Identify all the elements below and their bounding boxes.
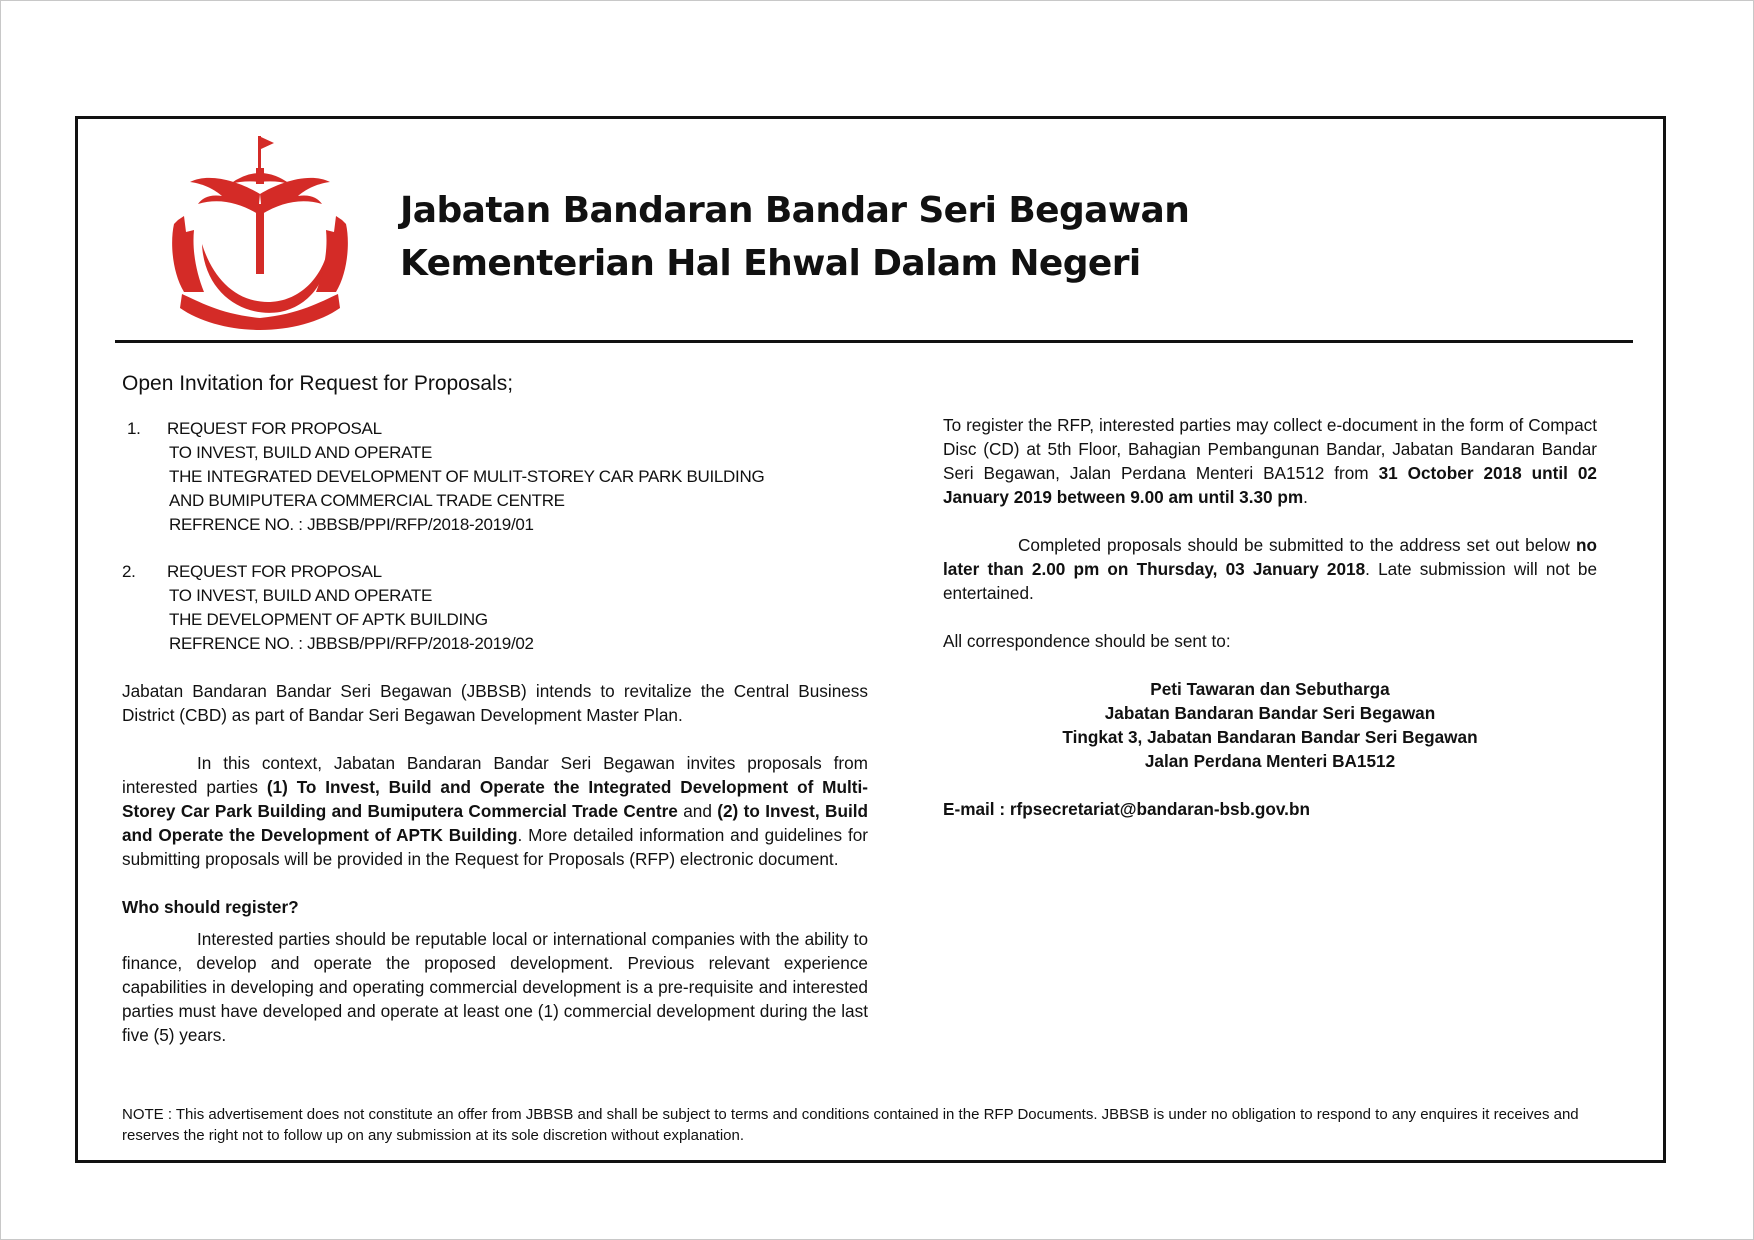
paragraph-invitation: In this context, Jabatan Bandaran Bandar Seri Begawan invites proposals from interested parties (1) To Invest, Build and Operate the Integrated Development of Multi-Storey Car Park Building and Bumiputera Commercial Trade Centre and (2) to Invest, Build and Operate the Development of APTK Building. More detailed information and guidelines for submitting proposals will be provided in the Request for Proposals (RFP) electronic document.: [122, 753, 869, 869]
paragraph-objective: Jabatan Bandaran Bandar Seri Begawan (JBBSB) intends to revitalize the Central Business District (CBD) as part of Bandar Seri Begawan Development Master Plan.: [122, 681, 868, 725]
paragraph-registration: To register the RFP, interested parties may collect e-document in the form of Compact Disc (CD) at 5th Floor, Bahagian Pembangunan Bandar, Jabatan Bandaran Bandar Seri Begawan, Jalan Perdana Menteri BA1512 from 31 October 2018 until 02 January 2019 between 9.00 am until 3.30 pm.: [943, 415, 1597, 507]
rfp-reference: REFRENCE NO. : JBBSB/PPI/RFP/2018-2019/02: [169, 634, 534, 653]
rfp-line: REQUEST FOR PROPOSAL: [167, 562, 382, 581]
address-line: Jalan Perdana Menteri BA1512: [1144, 751, 1396, 771]
paragraph-deadline: Completed proposals should be submitted to the address set out below no later than 2.00 pm on Thursday, 03 January 2018. Late submission will not be entertained.: [943, 535, 1598, 603]
address-line: Jabatan Bandaran Bandar Seri Begawan: [1104, 703, 1436, 723]
rfp-line: TO INVEST, BUILD AND OPERATE: [169, 586, 433, 605]
rfp-line: TO INVEST, BUILD AND OPERATE: [169, 443, 433, 462]
deadline-bold: no later than 2.00 pm on Thursday, 03 January 2018: [943, 535, 1597, 579]
page-title: [400, 184, 1189, 290]
address-line: Peti Tawaran dan Sebutharga: [1150, 679, 1390, 699]
paragraph-correspondence: All correspondence should be sent to:: [943, 631, 1231, 651]
project-1-bold: (1) To Invest, Build and Operate the Integrated Development of Multi-Storey Car Park Building and Bumiputera Commercial Trade Centre: [122, 777, 868, 821]
collection-period: 31 October 2018 until 02 January 2019 between 9.00 am until 3.30 pm: [943, 463, 1597, 507]
disclaimer-note: NOTE : This advertisement does not constitute an offer from JBBSB and shall be subject to terms and conditions contained in the RFP Documents. JBBSB is under no obligation to respond to any enquires it receives and reserves the right not to follow up on any submission at its sole discretion without explanation.: [122, 1106, 1579, 1144]
rfp-item-2: [122, 560, 822, 656]
brunei-crest-icon: [160, 132, 360, 332]
project-2-bold: (2) to Invest, Build and Operate the Development of APTK Building: [122, 801, 869, 845]
intro-text: Open Invitation for Request for Proposals;: [122, 372, 514, 395]
title-line-2: Kementerian Hal Ehwal Dalam Negeri: [400, 243, 1141, 284]
address-line: Tingkat 3, Jabatan Bandaran Bandar Seri Begawan: [1062, 727, 1478, 747]
mailing-address: [943, 677, 1597, 773]
rfp-item-1: [122, 417, 822, 537]
left-column: [122, 679, 868, 1071]
paragraph-eligibility: Interested parties should be reputable local or international companies with the ability to finance, develop and operate the proposed development. Previous relevant experience capabilities in developing and operating commercial development is a pre-requisite and interested parties must have developed and operate at least one (1) commercial development during the last five (5) years.: [122, 929, 868, 1045]
section-heading: Who should register?: [122, 897, 299, 917]
email-contact: E-mail : rfpsecretariat@bandaran-bsb.gov.bn: [943, 799, 1310, 819]
header-divider: [115, 340, 1633, 343]
rfp-line: AND BUMIPUTERA COMMERCIAL TRADE CENTRE: [169, 491, 565, 510]
title-line-1: Jabatan Bandaran Bandar Seri Begawan: [400, 190, 1190, 231]
rfp-number: 2.: [122, 562, 136, 581]
right-column: [943, 413, 1597, 838]
rfp-reference: REFRENCE NO. : JBBSB/PPI/RFP/2018-2019/01: [169, 515, 534, 534]
rfp-line: REQUEST FOR PROPOSAL: [167, 419, 382, 438]
rfp-line: THE DEVELOPMENT OF APTK BUILDING: [169, 610, 488, 629]
rfp-line: THE INTEGRATED DEVELOPMENT OF MULIT-STOREY CAR PARK BUILDING: [169, 467, 765, 486]
rfp-list: [122, 417, 822, 679]
rfp-number: 1.: [127, 419, 141, 438]
